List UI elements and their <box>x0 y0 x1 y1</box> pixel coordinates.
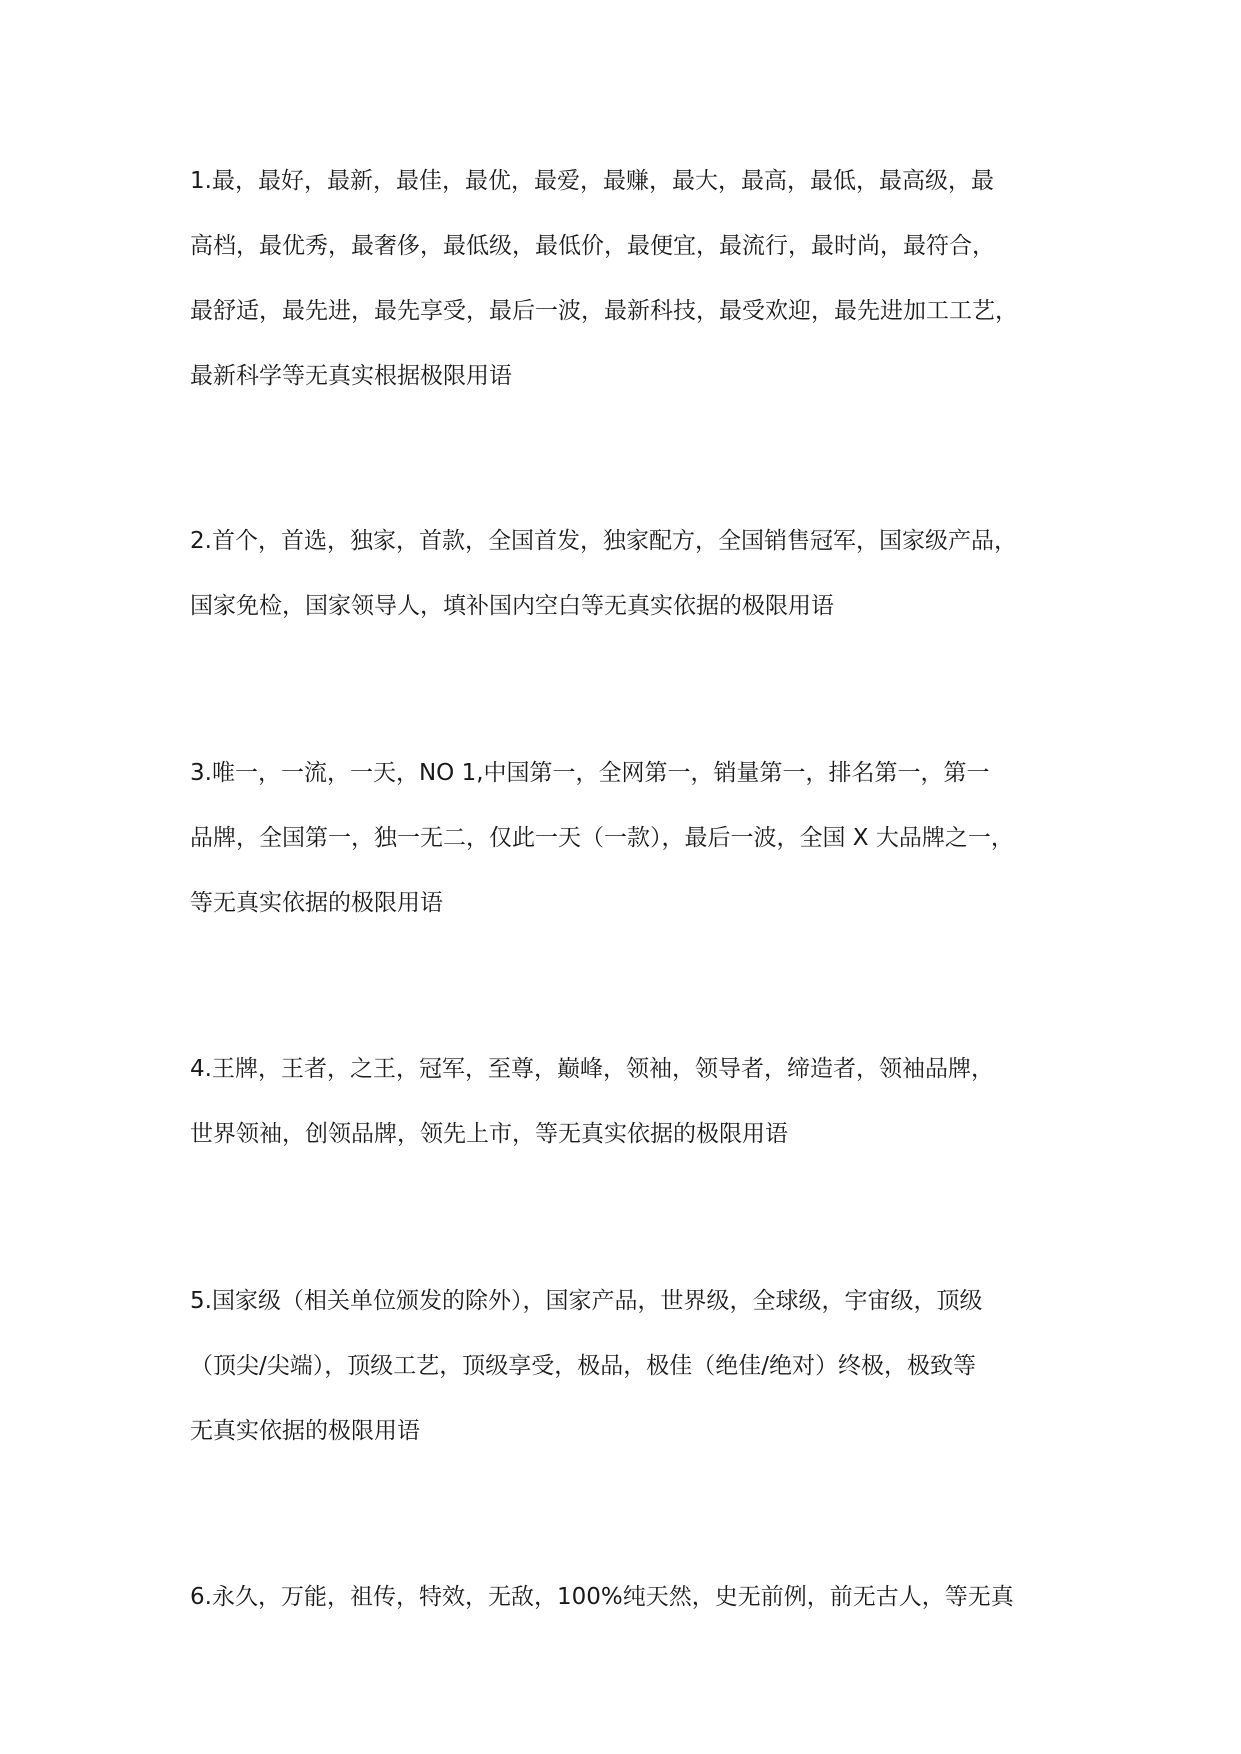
item-3-line-3: 等无真实依据的极限用语 <box>190 890 443 916</box>
item-1-line-1: 1.最，最好，最新，最佳，最优，最爱，最赚，最大，最高，最低，最高级，最 <box>190 168 994 194</box>
item-2-line-2: 国家免检，国家领导人，填补国内空白等无真实依据的极限用语 <box>190 593 834 619</box>
item-1-line-2: 高档，最优秀，最奢侈，最低级，最低价，最便宜，最流行，最时尚，最符合， <box>190 233 995 259</box>
item-4-line-1: 4.王牌，王者，之王，冠军，至尊，巅峰，领袖，领导者，缔造者，领袖品牌， <box>190 1056 994 1082</box>
list-item-6 <box>190 1582 1070 1612</box>
item-3-line-2: 品牌，全国第一，独一无二，仅此一天（一款），最后一波，全国 X 大品牌之一， <box>190 825 1014 851</box>
list-item-5 <box>190 1286 1070 1446</box>
list-item-2 <box>190 526 1070 621</box>
item-2-line-1: 2.首个，首选，独家，首款，全国首发，独家配方，全国销售冠军，国家级产品， <box>190 528 1017 554</box>
item-5-line-2: （顶尖/尖端），顶级工艺，顶级享受，极品，极佳（绝佳/绝对）终极，极致等 <box>190 1353 976 1379</box>
list-item-1 <box>190 166 1070 391</box>
item-5-line-3: 无真实依据的极限用语 <box>190 1418 420 1444</box>
item-6-line-1: 6.永久，万能，祖传，特效，无敌，100%纯天然，史无前例，前无古人，等无真 <box>190 1584 1014 1610</box>
item-5-line-1: 5.国家级（相关单位颁发的除外），国家产品，世界级，全球级，宇宙级，顶级 <box>190 1288 983 1314</box>
item-1-line-4: 最新科学等无真实根据极限用语 <box>190 363 512 389</box>
list-item-4 <box>190 1054 1070 1149</box>
item-4-line-2: 世界领袖，创领品牌，领先上市，等无真实依据的极限用语 <box>190 1121 788 1147</box>
list-item-3 <box>190 758 1070 918</box>
item-1-line-3: 最舒适，最先进，最先享受，最后一波，最新科技，最受欢迎，最先进加工工艺， <box>190 298 1018 324</box>
item-3-line-1: 3.唯一，一流，一天，NO 1,中国第一，全网第一，销量第一，排名第一，第一 <box>190 760 990 786</box>
